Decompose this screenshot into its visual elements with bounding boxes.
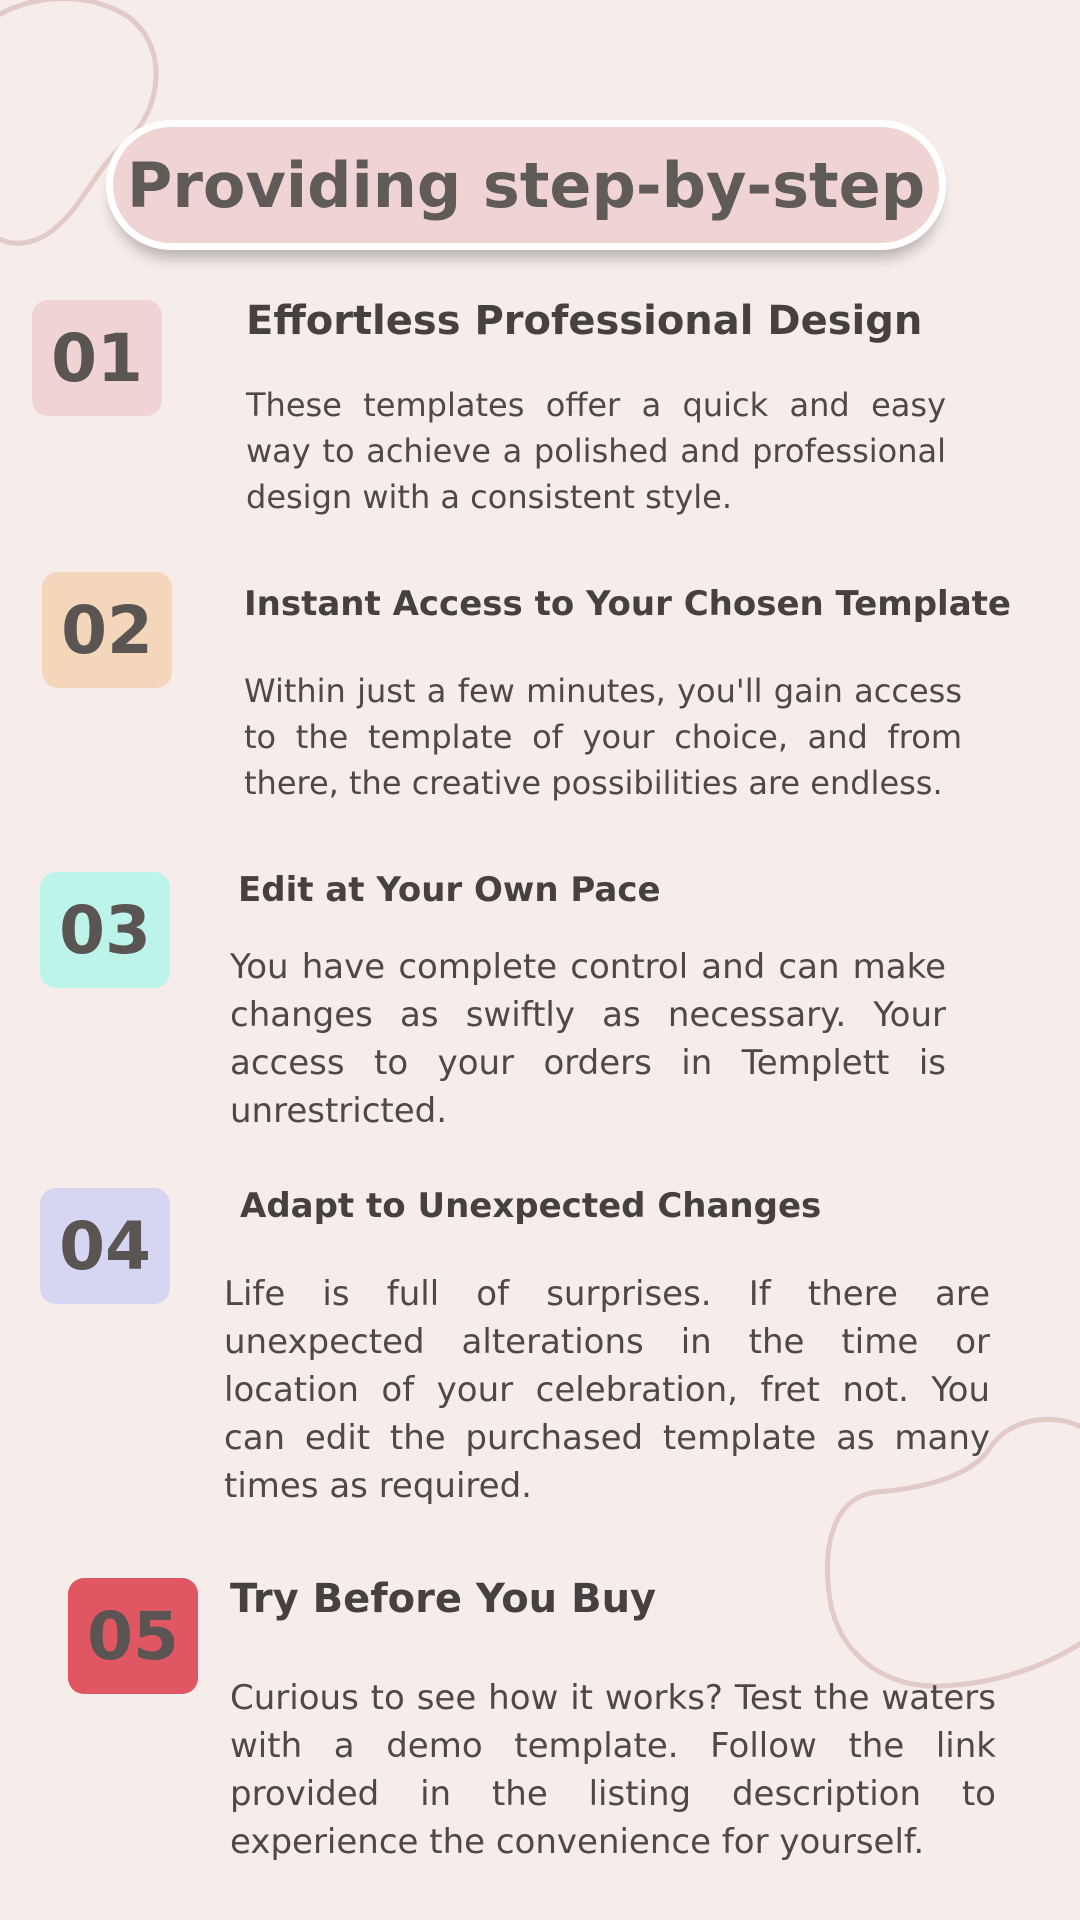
step-heading-04: Adapt to Unexpected Changes <box>240 1186 822 1226</box>
step-number-05: 05 <box>87 1597 179 1675</box>
step-number-badge-05 <box>68 1578 198 1694</box>
step-body-04: Life is full of surprises. If there are unexpected alterations in the time or location of your celebration, fret not. You can edit the purchased template as many times as required. <box>224 1274 990 1506</box>
step-number-01: 01 <box>51 319 143 397</box>
step-body-02: Within just a few minutes, you'll gain access to the template of your choice, and from there, the creative possibilities are endless. <box>244 672 962 802</box>
step-number-02: 02 <box>61 591 153 669</box>
step-body-05: Curious to see how it works? Test the waters with a demo template. Follow the link provided in the listing description to experience the convenience for yourself. <box>230 1678 996 1862</box>
page-title: Providing step-by-step <box>126 148 926 222</box>
title-banner <box>106 120 946 250</box>
step-heading-05: Try Before You Buy <box>230 1576 657 1622</box>
step-number-badge-03 <box>40 872 170 988</box>
step-number-badge-01 <box>32 300 162 416</box>
step-heading-03: Edit at Your Own Pace <box>238 870 661 910</box>
step-number-badge-04 <box>40 1188 170 1304</box>
step-number-03: 03 <box>59 891 151 969</box>
step-number-badge-02 <box>42 572 172 688</box>
step-heading-02: Instant Access to Your Chosen Template <box>244 584 1011 624</box>
step-number-04: 04 <box>59 1207 151 1285</box>
step-body-01: These templates offer a quick and easy way to achieve a polished and professional design with a consistent style. <box>246 386 946 516</box>
step-body-03: You have complete control and can make changes as swiftly as necessary. Your access to your orders in Templett is unrestricted. <box>230 947 946 1131</box>
step-heading-01: Effortless Professional Design <box>246 298 923 344</box>
